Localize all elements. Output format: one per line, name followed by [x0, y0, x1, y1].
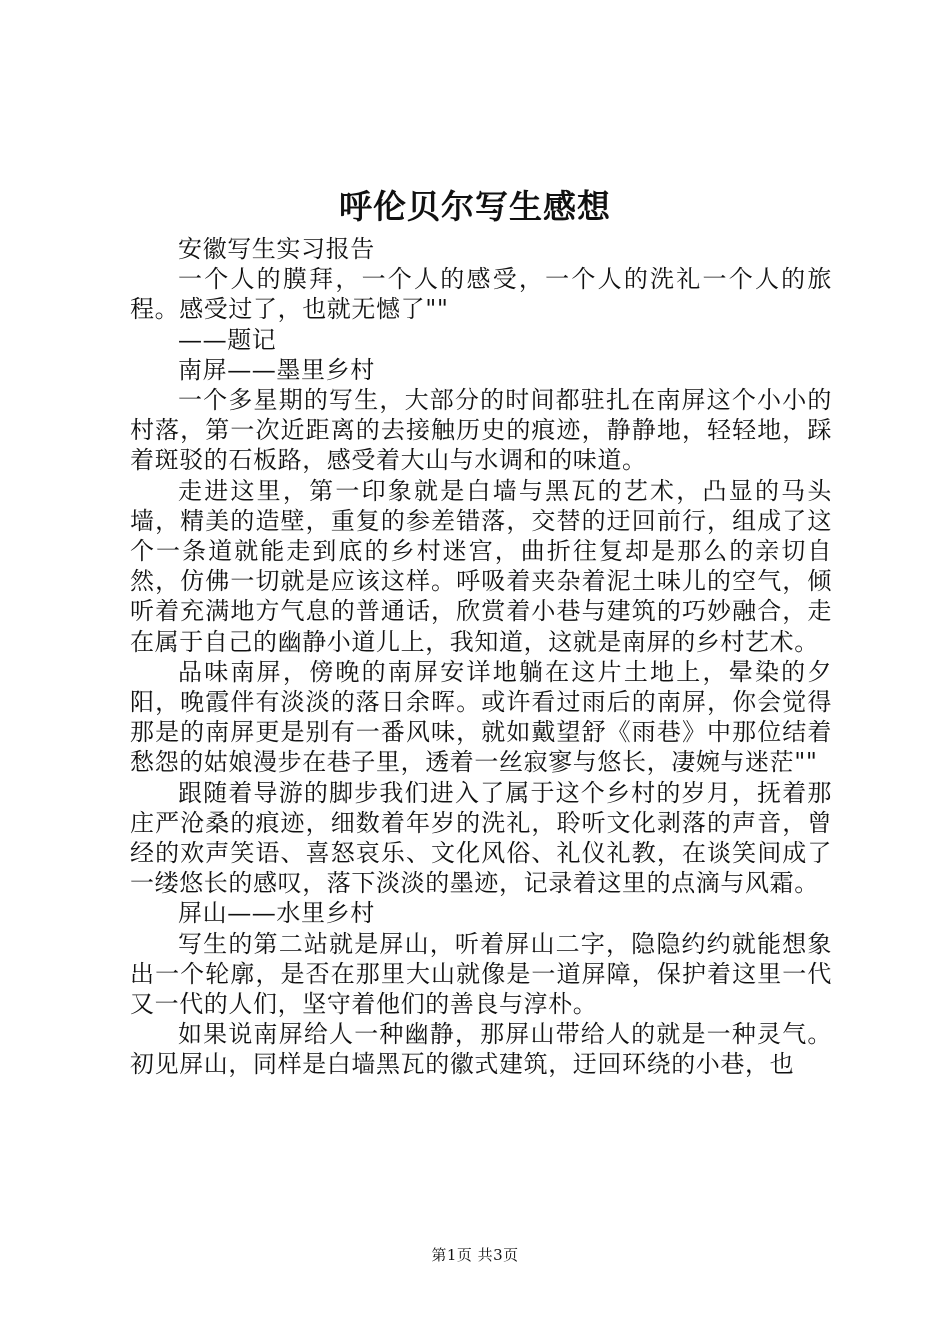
paragraph: 走进这里，第一印象就是白墙与黑瓦的艺术，凸显的马头墙，精美的造壁，重复的参差错落，交替的迂回前行，组成了这个一条道就能走到底的乡村迷宫，曲折往复却是那么的亲切自然，仿佛一切就是应该这样。呼吸着夹杂着泥土味儿的空气，倾听着充满地方气息的普通话，欣赏着小巷与建筑的巧妙融合，走在属于自己的幽静小道儿上，我知道，这就是南屏的乡村艺术。: [130, 476, 832, 656]
paragraph-epigraph: 一个人的膜拜，一个人的感受，一个人的洗礼一个人的旅程。感受过了，也就无憾了"": [130, 265, 832, 324]
paragraph: 如果说南屏给人一种幽静，那屏山带给人的就是一种灵气。初见屏山，同样是白墙黑瓦的徽式建筑，迂回环绕的小巷，也: [130, 1020, 832, 1079]
section-heading-nanping: 南屏——墨里乡村: [178, 355, 375, 384]
paragraph: 一个多星期的写生，大部分的时间都驻扎在南屏这个小小的村落，第一次近距离的去接触历史的痕迹，静静地，轻轻地，踩着斑驳的石板路，感受着大山与水调和的味道。: [130, 386, 832, 475]
paragraph: 品味南屏，傍晚的南屏安详地躺在这片土地上，晕染的夕阳，晚霞伴有淡淡的落日余晖。或许看过雨后的南屏，你会觉得那是的南屏更是别有一番风味，就如戴望舒《雨巷》中那位结着愁怨的姑娘漫步在巷子里，透着一丝寂寥与悠长，凄婉与迷茫"": [130, 657, 832, 777]
paragraph-epigraph-attribution: ——题记: [178, 325, 277, 354]
page-footer: 第1页 共3页: [431, 1246, 519, 1264]
paragraph: 跟随着导游的脚步我们进入了属于这个乡村的岁月，抚着那庄严沧桑的痕迹，细数着年岁的洗礼，聆听文化剥落的声音，曾经的欢声笑语、喜怒哀乐、文化风俗、礼仪礼教，在谈笑间成了一缕悠长的感叹，落下淡淡的墨迹，记录着这里的点滴与风霜。: [130, 778, 832, 898]
paragraph: 写生的第二站就是屏山，听着屏山二字，隐隐约约就能想象出一个轮廓，是否在那里大山就像是一道屏障，保护着这里一代又一代的人们，坚守着他们的善良与淳朴。: [130, 929, 832, 1019]
paragraph-subtitle: 安徽写生实习报告: [178, 235, 375, 263]
document-title: 呼伦贝尔写生感想: [339, 187, 611, 226]
section-heading-pingshan: 屏山——水里乡村: [178, 899, 375, 928]
document-body: [130, 234, 832, 1080]
